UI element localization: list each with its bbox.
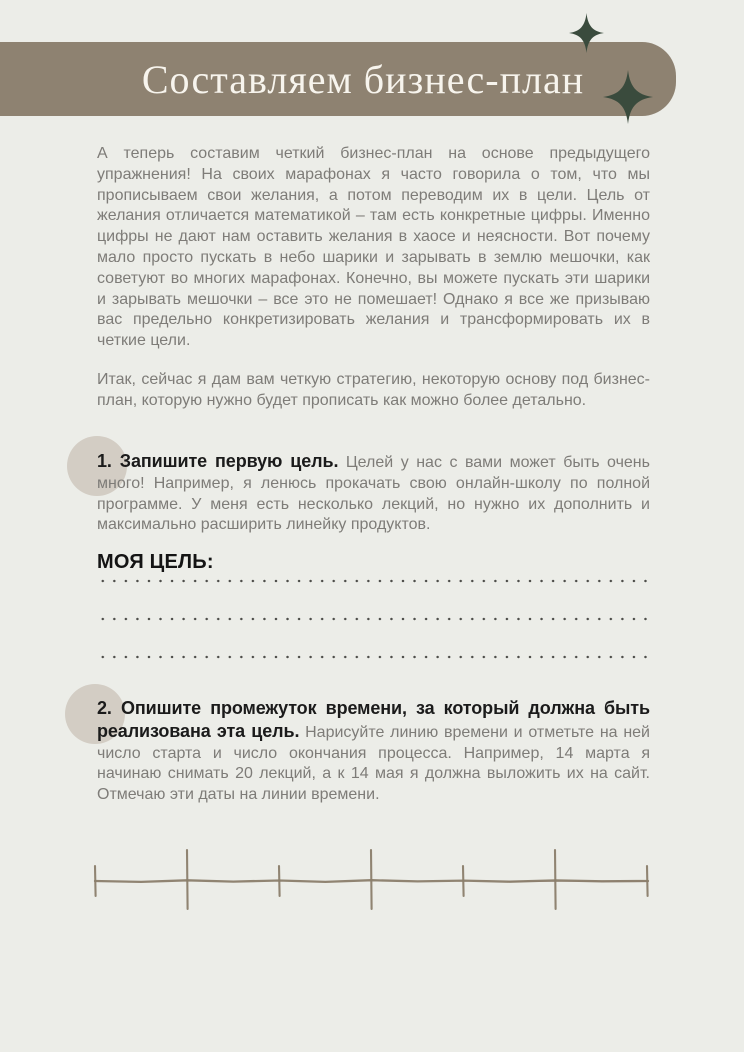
sparkle-star-icon-large — [603, 70, 653, 124]
step-1-heading: 1. Запишите первую цель. — [97, 451, 339, 471]
dotted-line — [97, 655, 650, 659]
sparkle-star-icon-small — [569, 13, 604, 53]
step-1-text — [97, 451, 650, 536]
step-2-description: Нарисуйте линию времени и отметьте на ней число старта и число окончания процесса. Например, 14 марта я начинаю снимать 20 лекций, а к 14 мая я должна выложить их на сайт. Отмечаю эти даты на линии времени. — [97, 723, 650, 804]
page-title: Составляем бизнес-план — [141, 56, 585, 102]
dotted-line — [97, 579, 650, 583]
step-1-description: Целей у нас с вами может быть очень много! Например, я ленюсь прокачать свою онлайн-школу по полной программе. У меня есть несколько лекций, но нужно их дополнить и максимально расширить линейку продуктов. — [97, 454, 650, 534]
goal-dotted-lines — [97, 579, 650, 693]
header-banner — [0, 42, 676, 116]
step-2-heading: 2. Опишите промежуток времени, за который должна быть реализована эта цель. — [97, 698, 650, 741]
intro-paragraph-2: Итак, сейчас я дам вам четкую стратегию, некоторую основу под бизнес-план, которую нужно будет прописать как можно более детально. — [97, 371, 650, 409]
dotted-line — [97, 617, 650, 621]
step-2-text — [97, 698, 650, 806]
my-goal-label: МОЯ ЦЕЛЬ: — [97, 551, 214, 573]
timeline-drawing — [0, 840, 744, 940]
intro-paragraph-1: А теперь составим четкий бизнес-план на основе предыдущего упражнения! На своих марафонах я часто говорила о том, что мы прописываем свои желания, а потом переводим их в цели. Цель от желания отличается математикой – там есть конкретные цифры. Именно цифры не дают нам оставить желания в хаосе и неясности. Вот почему мало просто пускать в небо шарики и зарывать в землю мешочки, как советуют во многих марафонах. Конечно, вы можете пускать эти шарики и зарывать мешочки – все это не помешает! Однако я все же призываю вас предельно конкретизировать желания и трансформировать их в четкие цели. — [97, 145, 650, 350]
